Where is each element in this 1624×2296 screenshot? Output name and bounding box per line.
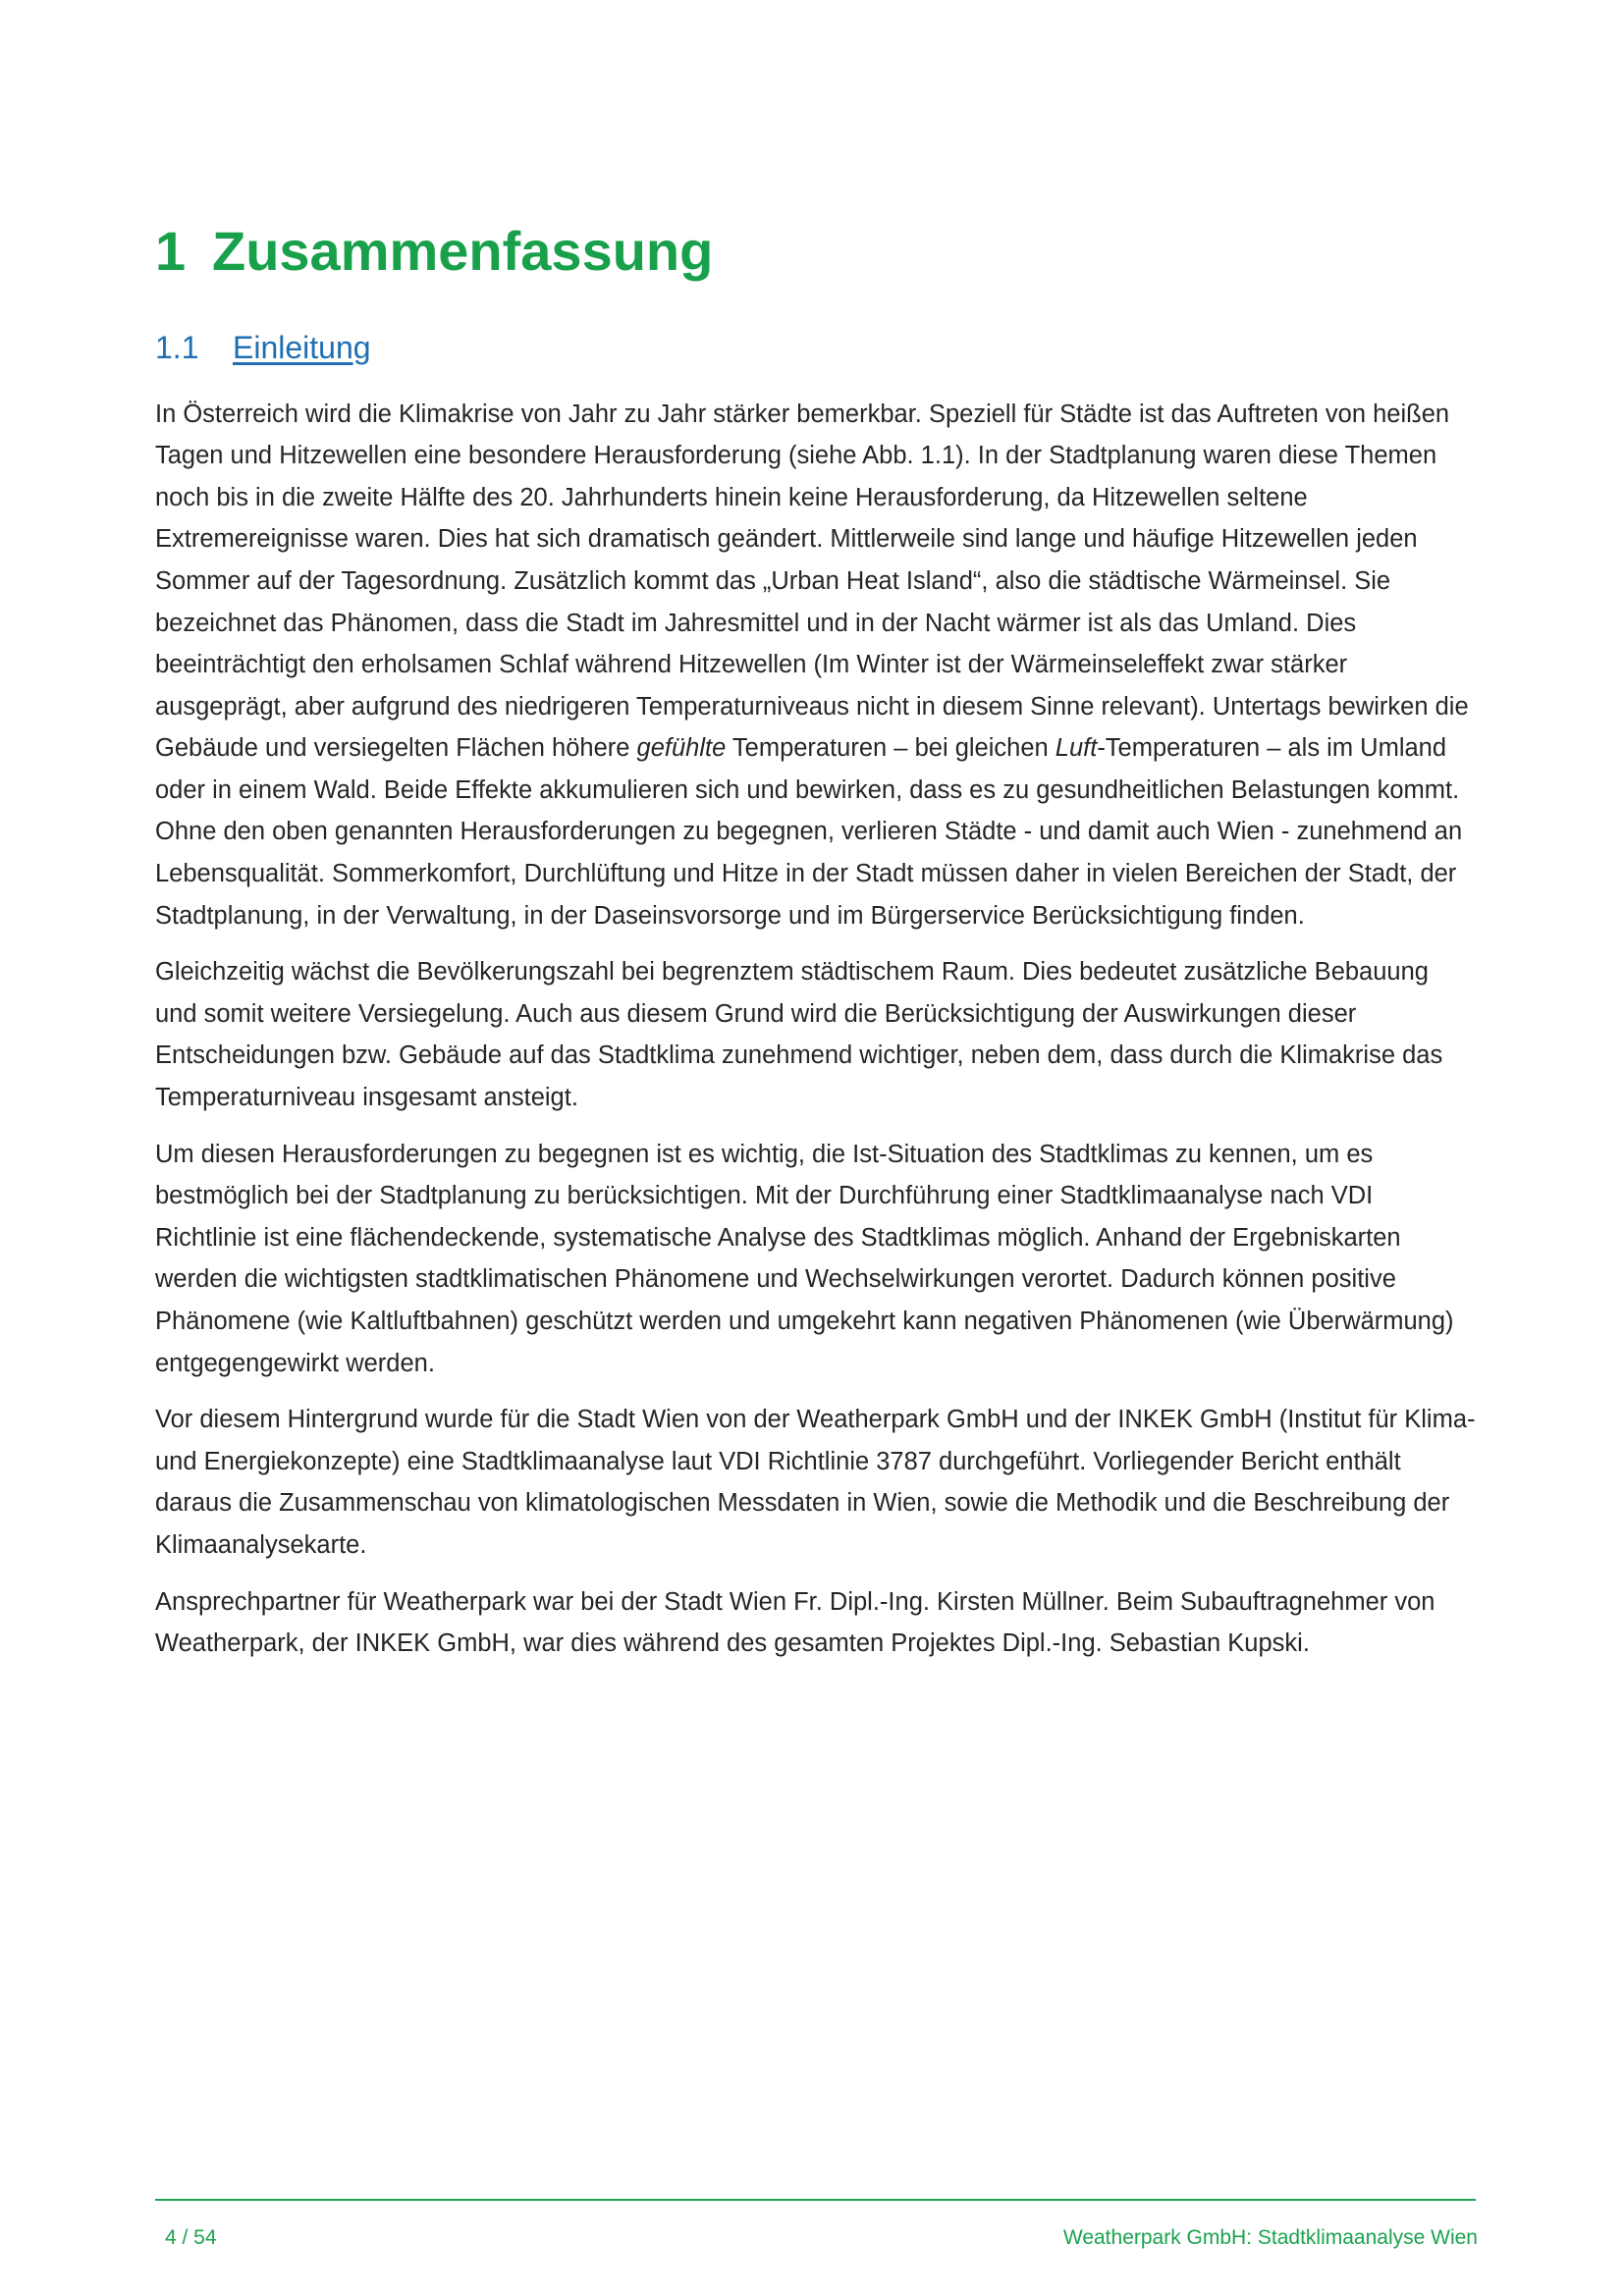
section-title-link[interactable]: Einleitung <box>233 330 371 365</box>
section-heading <box>155 328 1476 367</box>
body-text <box>155 394 1476 1665</box>
footer-document-title: Weatherpark GmbH: Stadtklimaanalyse Wien <box>1062 2226 1478 2249</box>
paragraph-1-emphasis-2: Luft <box>1055 734 1098 763</box>
paragraph-1-part-b: Temperaturen – bei gleichen <box>726 734 1056 763</box>
paragraph-1-part-c: -Temperaturen – als im Umland oder in einem Wald. Beide Effekte akkumulieren sich und bewirken, dass es zu gesundheitlichen Belastungen kommt. <box>155 734 1460 804</box>
page-number: 4 / 54 <box>165 2226 217 2249</box>
paragraph-1-part-a: In Österreich wird die Klimakrise von Jahr zu Jahr stärker bemerkbar. Speziell für Städte ist das Auftreten von heißen Tagen und Hitzewellen eine besondere Herausforderung (siehe Abb. 1.1). In der Stadtplanung waren diese Themen noch bis in die zweite Hälfte des 20. Jahrhunderts hinein keine Herausforderung, da Hitzewellen seltene Extremereignisse waren. Dies hat sich dramatisch geändert. Mittlerweile sind lange und häufige Hitzewellen jeden Sommer auf der Tagesordnung. Zusätzlich kommt das „Urban Heat Island“, also die städtische Wärmeinsel. Sie bezeichnet das Phänomen, dass die Stadt im Jahresmittel und in der Nacht wärmer ist als das Umland. Dies beeinträchtigt den erholsamen Schlaf während Hitzewellen (Im Winter ist der Wärmeinseleffekt zwar stärker ausgeprägt, aber aufgrund des niedrigeren Temperaturniveaus nicht in diesem Sinne relevant). Untertags bewirken die Gebäude und versiegelten Flächen höhere <box>155 400 1469 763</box>
page-content <box>155 218 1476 1665</box>
paragraph-2: Ohne den oben genannten Herausforderungen zu begegnen, verlieren Städte - und damit auch Wien - zunehmend an Lebensqualität. Sommerkomfort, Durchlüftung und Hitze in der Stadt müssen daher in vielen Bereichen der Stadt, der Stadtplanung, in der Verwaltung, in der Daseinsvorsorge und im Bürgerservice Berücksichtigung finden. <box>155 818 1463 930</box>
paragraph-4: Um diesen Herausforderungen zu begegnen ist es wichtig, die Ist-Situation des Stadtklimas zu kennen, um es bestmöglich bei der Stadtplanung zu berücksichtigen. Mit der Durchführung einer Stadtklimaanalyse nach VDI Richtlinie ist eine flächendeckende, systematische Analyse des Stadtklimas möglich. Anhand der Ergebniskarten werden die wichtigsten stadtklimatischen Phänomene und Wechselwirkungen verortet. Dadurch können positive Phänomene (wie Kaltluftbahnen) geschützt werden und umgekehrt kann negativen Phänomenen (wie Überwärmung) entgegengewirkt werden. <box>155 1140 1454 1377</box>
paragraph-5: Vor diesem Hintergrund wurde für die Stadt Wien von der Weatherpark GmbH und der INKEK GmbH (Institut für Klima- und Energiekonzepte) eine Stadtklimaanalyse laut VDI Richtlinie 3787 durchgeführt. Vorliegender Bericht enthält daraus die Zusammenschau von klimatologischen Messdaten in Wien, sowie die Methodik und die Beschreibung der Klimaanalysekarte. <box>155 1406 1476 1559</box>
section-number: 1.1 <box>155 330 199 365</box>
paragraph-3: Gleichzeitig wächst die Bevölkerungszahl bei begrenztem städtischem Raum. Dies bedeutet zusätzliche Bebauung und somit weitere Versiegelung. Auch aus diesem Grund wird die Berücksichtigung der Auswirkungen dieser Entscheidungen bzw. Gebäude auf das Stadtklima zunehmend wichtiger, neben dem, dass durch die Klimakrise das Temperaturniveau insgesamt ansteigt. <box>155 958 1443 1112</box>
paragraph-1-emphasis-1: gefühlte <box>636 734 727 763</box>
paragraph-6: Ansprechpartner für Weatherpark war bei der Stadt Wien Fr. Dipl.-Ing. Kirsten Müllner. Beim Subauftragnehmer von Weatherpark, der INKEK GmbH, war dies während des gesamten Projektes Dipl.-Ing. Sebastian Kupski. <box>155 1587 1435 1658</box>
chapter-heading <box>155 218 1476 285</box>
chapter-title: Zusammenfassung <box>212 220 714 282</box>
footer-divider <box>155 2199 1476 2201</box>
chapter-number: 1 <box>155 220 187 282</box>
paragraph-1 <box>155 394 1476 812</box>
